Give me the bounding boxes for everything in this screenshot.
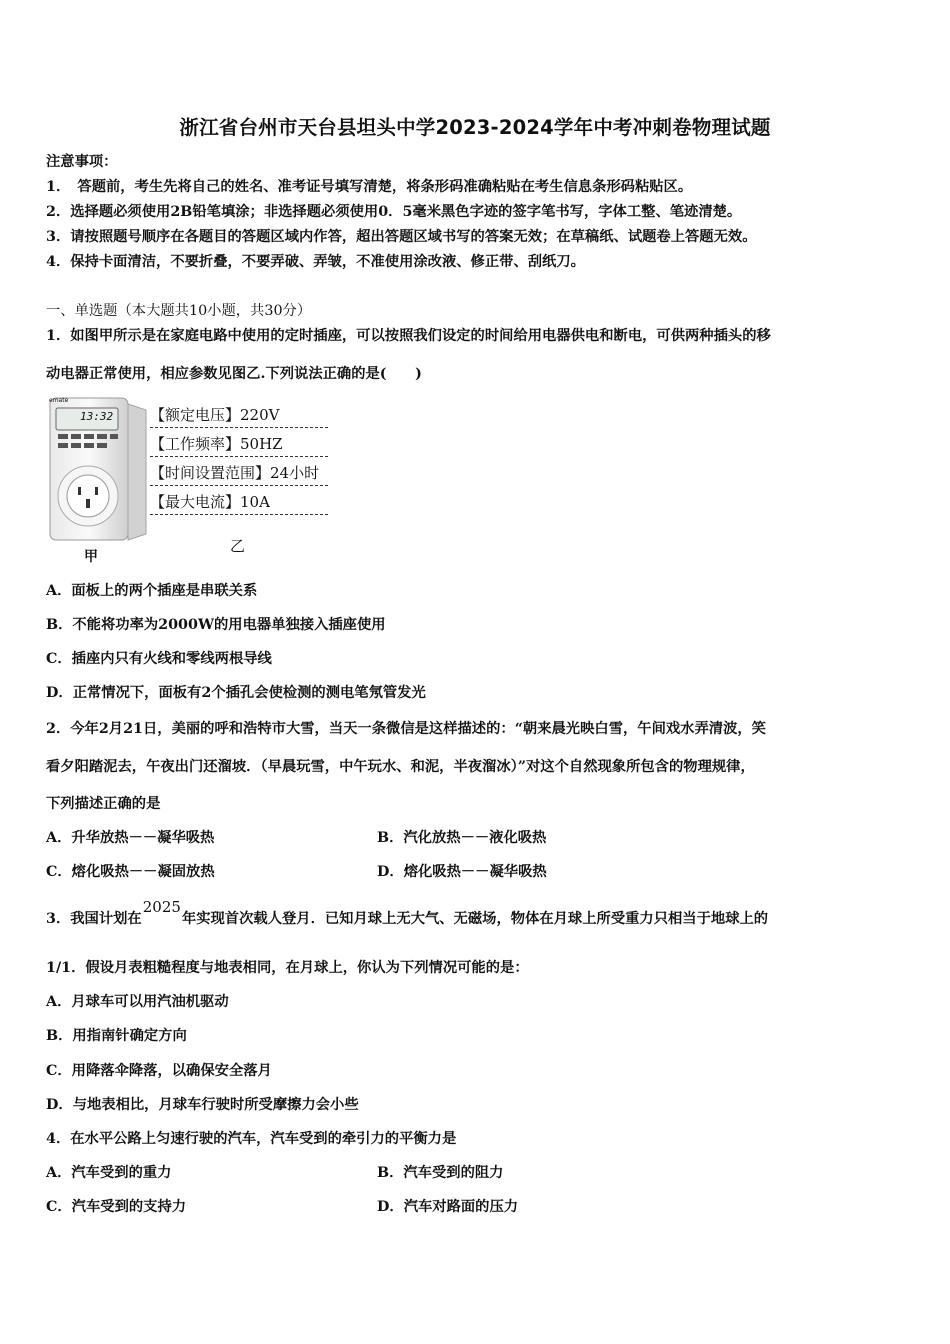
spec-divider	[150, 485, 328, 486]
notice-item: 1． 答题前，考生先将自己的姓名、准考证号填写清楚，将条形码准确粘贴在考生信息条形码粘贴区。	[46, 179, 693, 195]
q4-option-d: D．汽车对路面的压力	[377, 1199, 519, 1215]
q3-option-c: C．用降落伞降落，以确保安全落月	[46, 1063, 272, 1079]
spec-max-current: 【最大电流】10A	[150, 493, 270, 511]
figure-caption-yi: 乙	[230, 537, 246, 555]
spec-time-range: 【时间设置范围】24小时	[150, 464, 320, 482]
q4-option-c: C．汽车受到的支持力	[46, 1199, 187, 1215]
spec-row	[150, 400, 330, 428]
q3-stem-line1	[46, 898, 769, 929]
spec-row	[150, 487, 330, 515]
spec-divider	[150, 456, 328, 457]
q2-option-d: D．熔化吸热－－凝华吸热	[377, 864, 547, 880]
q2-option-b: B．汽化放热－－液化吸热	[377, 830, 547, 846]
q3-year: 2025	[142, 898, 181, 916]
spec-divider	[150, 514, 328, 515]
spec-row	[150, 458, 330, 486]
q1-option-d: D．正常情况下，面板有2个插孔会使检测的测电笔氖管发光	[46, 685, 426, 701]
spec-divider	[150, 427, 328, 428]
q3-stem-pre: 3．我国计划在	[46, 911, 142, 927]
q1-stem-line1: 1．如图甲所示是在家庭电路中使用的定时插座，可以按照我们设定的时间给用电器供电和断电，可供两种插头的移	[46, 328, 771, 344]
notice-item: 2．选择题必须使用2B铅笔填涂；非选择题必须使用0．5毫米黑色字迹的签字笔书写，字体工整、笔迹清楚。	[46, 204, 742, 220]
notice-item: 4．保持卡面清洁，不要折叠，不要弄破、弄皱，不准使用涂改液、修正带、刮纸刀。	[46, 254, 585, 270]
figure-caption-jia: 甲	[84, 549, 98, 565]
q3-stem-post: 年实现首次载人登月．已知月球上无大气、无磁场，物体在月球上所受重力只相当于地球上的	[181, 911, 769, 927]
q4-option-a: A．汽车受到的重力	[46, 1165, 172, 1181]
device-display: 13:32	[80, 410, 114, 423]
q3-option-a: A．月球车可以用汽油机驱动	[46, 994, 229, 1010]
q3-option-b: B．用指南针确定方向	[46, 1028, 187, 1044]
q1-stem-line2: 动电器正常使用，相应参数见图乙.下列说法正确的是( )	[46, 366, 422, 382]
q4-stem: 4．在水平公路上匀速行驶的汽车，汽车受到的牵引力的平衡力是	[46, 1131, 457, 1147]
q2-stem-line1: 2．今年2月21日，美丽的呼和浩特市大雪，当天一条微信是这样描述的：“朝来晨光映白雪，午间戏水弄清波，笑	[46, 721, 766, 737]
spec-row	[150, 429, 330, 457]
notice-heading: 注意事项：	[46, 154, 118, 170]
q3-option-d: D．与地表相比，月球车行驶时所受摩擦力会小些	[46, 1097, 359, 1113]
q2-stem-line3: 下列描述正确的是	[46, 796, 161, 812]
q2-option-a: A．升华放热－－凝华吸热	[46, 830, 215, 846]
spec-frequency: 【工作频率】50HZ	[150, 435, 283, 453]
q3-stem-line2: 1/1．假设月表粗糙程度与地表相同，在月球上，你认为下列情况可能的是：	[46, 960, 529, 976]
notice-item: 3．请按照题号顺序在各题目的答题区域内作答，超出答题区域书写的答案无效；在草稿纸、试题卷上答题无效。	[46, 229, 757, 245]
q1-option-a: A．面板上的两个插座是串联关系	[46, 583, 258, 599]
device-brand: emate	[49, 397, 69, 404]
q1-option-b: B．不能将功率为2000W的用电器单独接入插座使用	[46, 617, 386, 633]
q2-option-c: C．熔化吸热－－凝固放热	[46, 864, 215, 880]
q4-option-b: B．汽车受到的阻力	[377, 1165, 504, 1181]
spec-rated-voltage: 【额定电压】220V	[150, 406, 280, 424]
q2-stem-line2: 看夕阳踏泥去，午夜出门还溜坡．（早晨玩雪，中午玩水、和泥，半夜溜冰）”对这个自然现象所包含的物理规律，	[46, 759, 755, 775]
section-heading: 一、单选题（本大题共10小题，共30分）	[46, 303, 312, 319]
page-title: 浙江省台州市天台县坦头中学2023-2024学年中考冲刺卷物理试题	[179, 116, 771, 139]
q1-option-c: C．插座内只有火线和零线两根导线	[46, 651, 272, 667]
